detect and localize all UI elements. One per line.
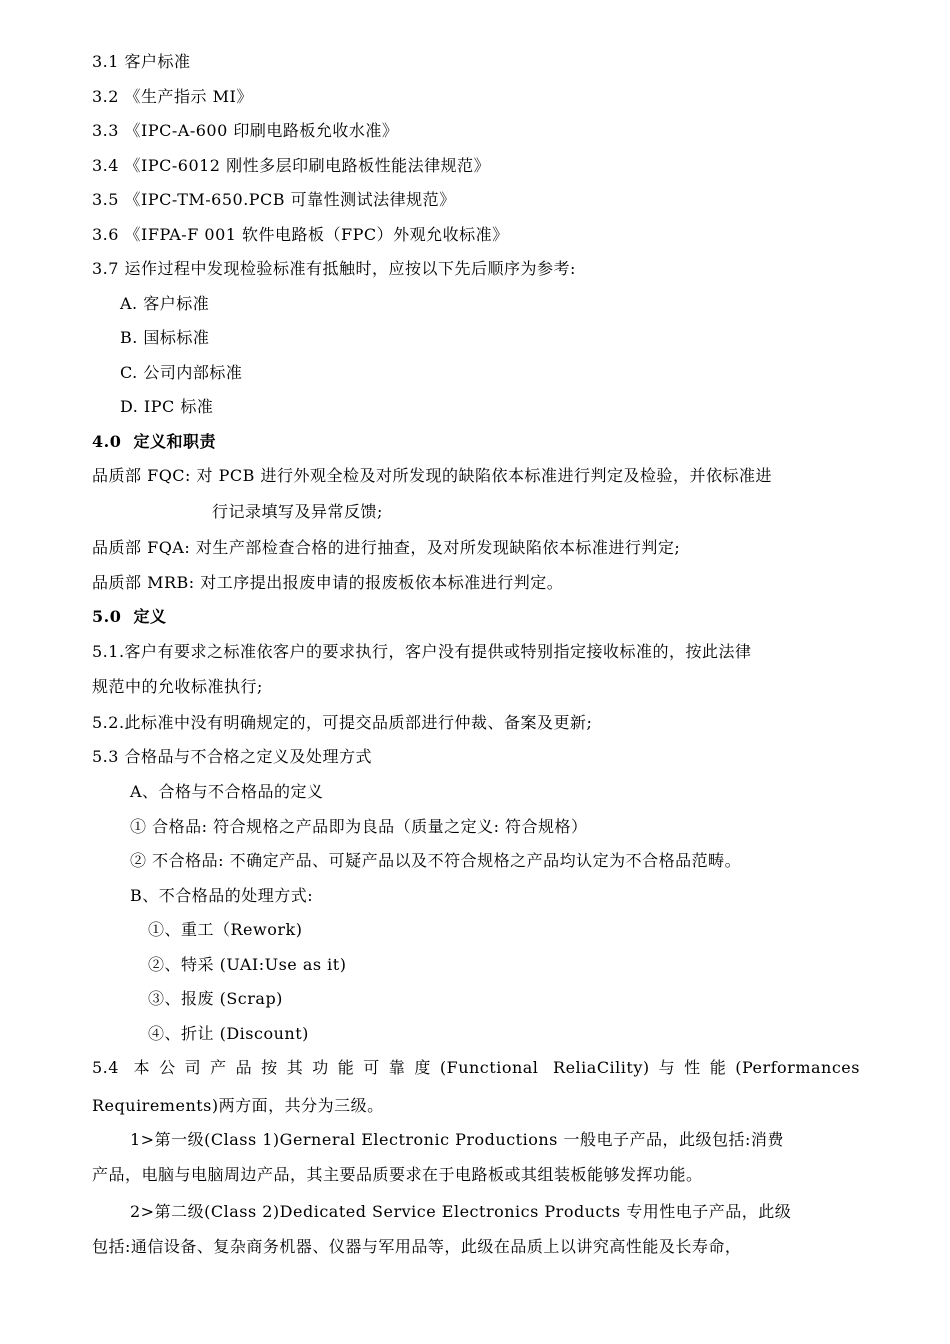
fqa-duty: 品质部 FQA: 对生产部检查合格的进行抽查，及对所发现缺陷依本标准进行判定;: [92, 538, 681, 557]
para-5-4-line2: Requirements)两方面，共分为三级。: [92, 1096, 384, 1115]
fqc-duty-line1: 品质部 FQC: 对 PCB 进行外观全检及对所发现的缺陷依本标准进行判定及检验，并依标准进: [92, 466, 772, 485]
definition-heading: A、合格与不合格品的定义: [130, 782, 324, 801]
handling-rework: ①、重工（Rework): [148, 920, 303, 939]
mrb-duty: 品质部 MRB: 对工序提出报废申请的报废板依本标准进行判定。: [92, 573, 564, 592]
handling-heading: B、不合格品的处理方式:: [130, 886, 314, 905]
ref-3-6: 3.6 《IFPA-F 001 软件电路板（FPC）外观允收标准》: [92, 225, 509, 244]
para-5-3: 5.3 合格品与不合格之定义及处理方式: [92, 747, 373, 766]
fqc-duty-line2: 行记录填写及异常反馈;: [212, 502, 383, 521]
priority-item-c: C. 公司内部标准: [120, 363, 243, 382]
handling-use-as-is: ②、特采 (UAI:Use as it): [148, 955, 347, 974]
class-2-line1: 2>第二级(Class 2)Dedicated Service Electronics Products 专用性电子产品，此级: [130, 1202, 792, 1221]
handling-discount: ④、折让 (Discount): [148, 1024, 309, 1043]
definition-nonconforming: ② 不合格品: 不确定产品、可疑产品以及不符合规格之产品均认定为不合格品范畴。: [130, 851, 742, 870]
para-5-2: 5.2.此标准中没有明确规定的，可提交品质部进行仲裁、备案及更新;: [92, 713, 593, 732]
ref-3-5: 3.5 《IPC-TM-650.PCB 可靠性测试法律规范》: [92, 190, 456, 209]
para-5-1-line1: 5.1.客户有要求之标准依客户的要求执行，客户没有提供或特别指定接收标准的，按此法律: [92, 642, 752, 661]
ref-3-4: 3.4 《IPC-6012 刚性多层印刷电路板性能法律规范》: [92, 156, 491, 175]
priority-item-b: B. 国标标准: [120, 328, 210, 347]
para-5-4-line1: 5.4 本公司产品按其功能可靠度(Functional ReliaCility)与性能(Performances: [92, 1058, 860, 1077]
definition-conforming: ① 合格品: 符合规格之产品即为良品（质量之定义: 符合规格）: [130, 817, 588, 836]
ref-3-2: 3.2 《生产指示 MI》: [92, 87, 253, 106]
class-1-line2: 产品，电脑与电脑周边产品，其主要品质要求在于电路板或其组装板能够发挥功能。: [92, 1165, 703, 1184]
ref-3-7: 3.7 运作过程中发现检验标准有抵触时，应按以下先后顺序为参考:: [92, 259, 576, 278]
ref-3-1: 3.1 客户标准: [92, 52, 191, 71]
priority-item-d: D. IPC 标准: [120, 397, 214, 416]
para-5-1-line2: 规范中的允收标准执行;: [92, 677, 263, 696]
priority-item-a: A. 客户标准: [120, 294, 210, 313]
ref-3-3: 3.3 《IPC-A-600 印刷电路板允收水准》: [92, 121, 399, 140]
section-5-heading: 5.0 定义: [92, 607, 167, 626]
section-4-heading: 4.0 定义和职责: [92, 432, 216, 451]
class-1-line1: 1>第一级(Class 1)Gerneral Electronic Productions 一般电子产品，此级包括:消费: [130, 1130, 784, 1149]
class-2-line2: 包括:通信设备、复杂商务机器、仪器与军用品等，此级在品质上以讲究高性能及长寿命，: [92, 1237, 742, 1256]
handling-scrap: ③、报废 (Scrap): [148, 989, 283, 1008]
